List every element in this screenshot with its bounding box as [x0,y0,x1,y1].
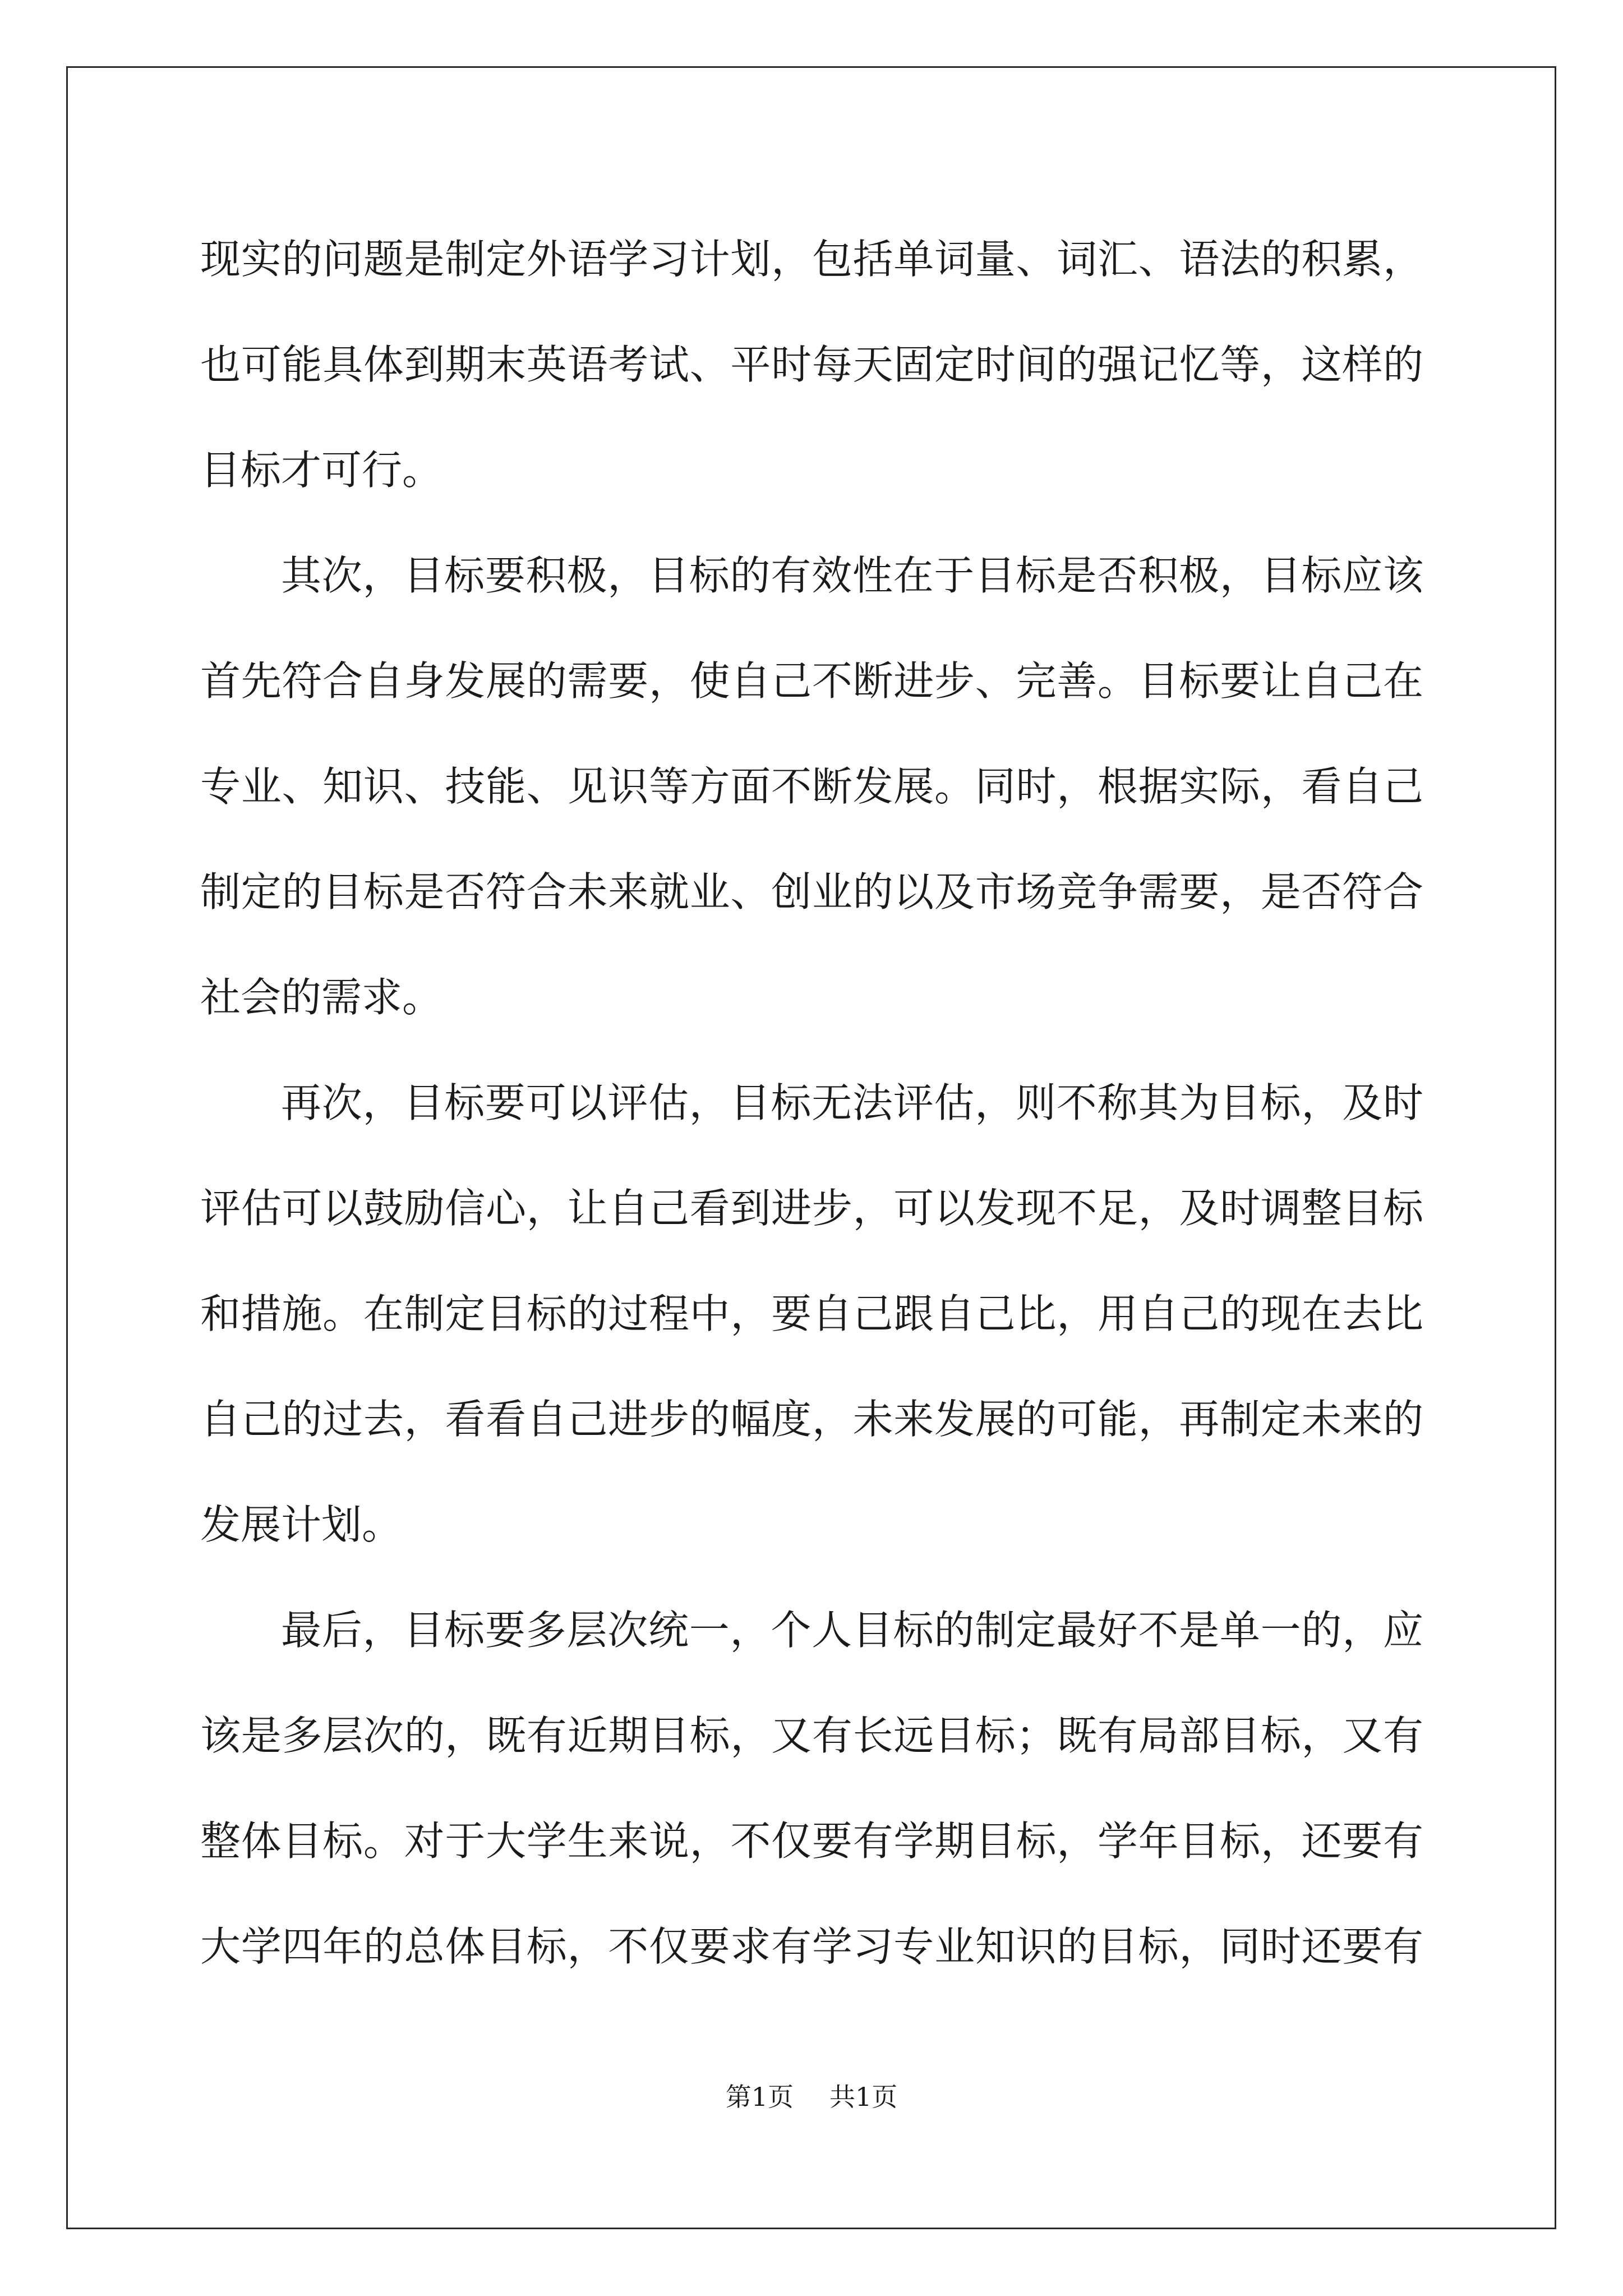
text-line: 最后，目标要多层次统一，个人目标的制定最好不是单一的，应 [281,1607,1423,1654]
document-body [200,206,1423,1999]
text-line: 大学四年的总体目标，不仅要求有学习专业知识的目标，同时还要有 [200,1923,1423,1970]
text-line: 评估可以鼓励信心，让自己看到进步，可以发现不足，及时调整目标 [200,1185,1423,1232]
page-total: 共1页 [829,2082,898,2112]
text-line: 首先符合自身发展的需要，使自己不断进步、完善。目标要让自己在 [200,657,1423,705]
page-footer [0,2080,1623,2114]
text-line: 制定的目标是否符合未来就业、创业的以及市场竞争需要，是否符合 [200,868,1423,915]
text-line: 其次，目标要积极，目标的有效性在于目标是否积极，目标应该 [281,552,1423,599]
text-line: 发展计划。 [200,1501,403,1548]
text-line: 自己的过去，看看自己进步的幅度，未来发展的可能，再制定未来的 [200,1396,1423,1443]
text-line: 整体目标。对于大学生来说，不仅要有学期目标，学年目标，还要有 [200,1818,1423,1865]
text-line: 和措施。在制定目标的过程中，要自己跟自己比，用自己的现在去比 [200,1290,1423,1337]
text-line: 该是多层次的，既有近期目标，又有长远目标；既有局部目标，又有 [200,1712,1423,1759]
text-line: 现实的问题是制定外语学习计划，包括单词量、词汇、语法的积累， [200,236,1423,283]
text-line: 专业、知识、技能、见识等方面不断发展。同时，根据实际，看自己 [200,763,1423,810]
text-line: 再次，目标要可以评估，目标无法评估，则不称其为目标，及时 [281,1079,1423,1126]
text-line: 目标才可行。 [200,447,443,494]
text-line: 社会的需求。 [200,974,443,1021]
page-number: 第1页 [725,2082,794,2112]
text-line: 也可能具体到期末英语考试、平时每天固定时间的强记忆等，这样的 [200,341,1423,388]
